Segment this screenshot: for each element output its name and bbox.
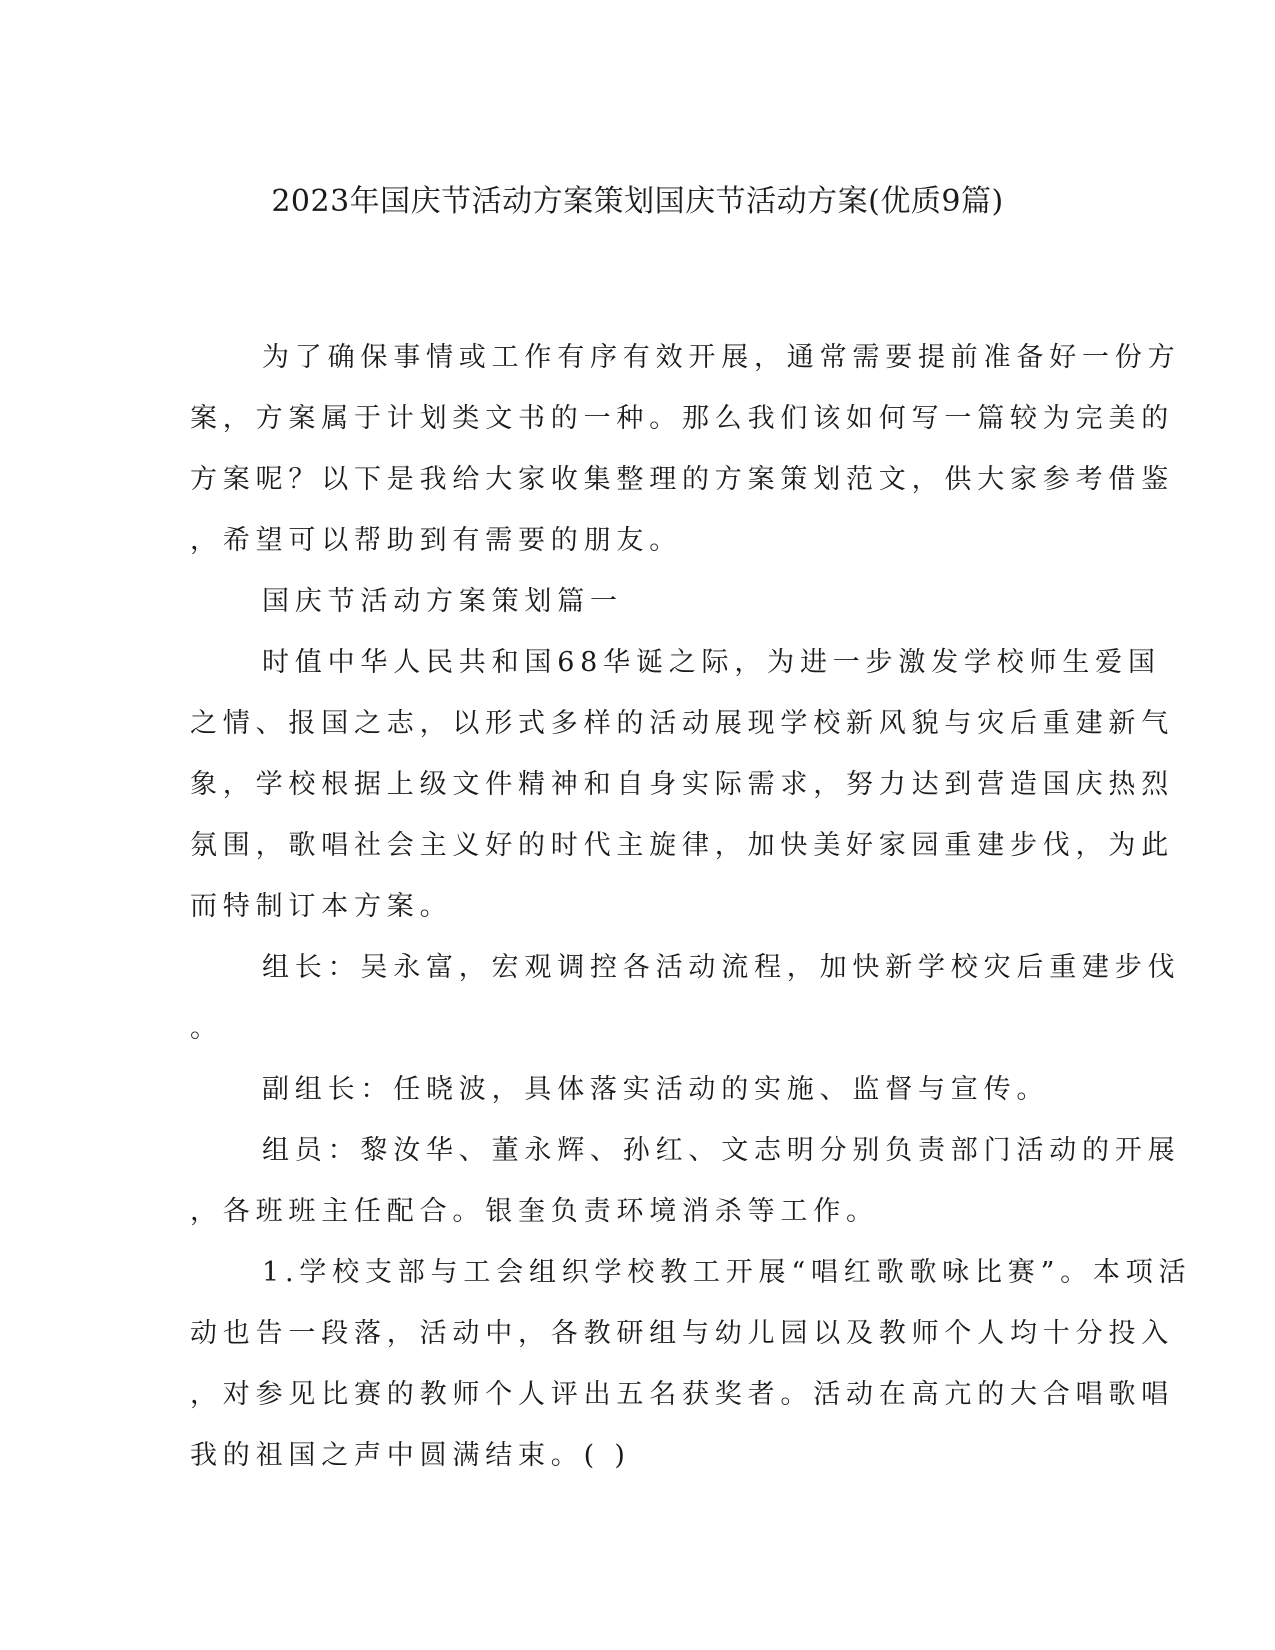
body-text-line: 为了确保事情或工作有序有效开展，通常需要提前准备好一份方	[262, 342, 1181, 373]
body-text-line: 之情、报国之志，以形式多样的活动展现学校新风貌与灾后重建新气	[190, 708, 1174, 739]
body-text-line: 方案呢？以下是我给大家收集整理的方案策划范文，供大家参考借鉴	[190, 464, 1174, 495]
body-text-line: ，各班班主任配合。银奎负责环境消杀等工作。	[190, 1196, 879, 1227]
body-text-line: 我的祖国之声中圆满结束。( )	[190, 1440, 631, 1471]
body-text-line: 组长：吴永富，宏观调控各活动流程，加快新学校灾后重建步伐	[262, 952, 1181, 983]
body-text-line: 。	[190, 1013, 223, 1044]
body-text-line: 案，方案属于计划类文书的一种。那么我们该如何写一篇较为完美的	[190, 403, 1174, 434]
body-text-line: ，希望可以帮助到有需要的朋友。	[190, 525, 682, 556]
body-text-line: 时值中华人民共和国68华诞之际，为进一步激发学校师生爱国	[262, 647, 1161, 678]
body-text-line: 而特制订本方案。	[190, 891, 453, 922]
body-text-line: 象，学校根据上级文件精神和自身实际需求，努力达到营造国庆热烈	[190, 769, 1174, 800]
body-text-line: ，对参见比赛的教师个人评出五名获奖者。活动在高亢的大合唱歌唱	[190, 1379, 1174, 1410]
body-text-line: 组员：黎汝华、董永辉、孙红、文志明分别负责部门活动的开展	[262, 1135, 1181, 1166]
body-text-line: 动也告一段落，活动中，各教研组与幼儿园以及教师个人均十分投入	[190, 1318, 1174, 1349]
document-body	[190, 327, 1192, 1486]
body-text-line: 国庆节活动方案策划篇一	[262, 586, 623, 617]
document-title: 2023年国庆节活动方案策划国庆节活动方案(优质9篇)	[271, 184, 1004, 219]
body-text-line: 1.学校支部与工会组织学校教工开展“唱红歌歌咏比赛”。本项活	[262, 1257, 1192, 1288]
body-text-line: 氛围，歌唱社会主义好的时代主旋律，加快美好家园重建步伐，为此	[190, 830, 1174, 861]
body-text-line: 副组长：任晓波，具体落实活动的实施、监督与宣传。	[262, 1074, 1050, 1105]
